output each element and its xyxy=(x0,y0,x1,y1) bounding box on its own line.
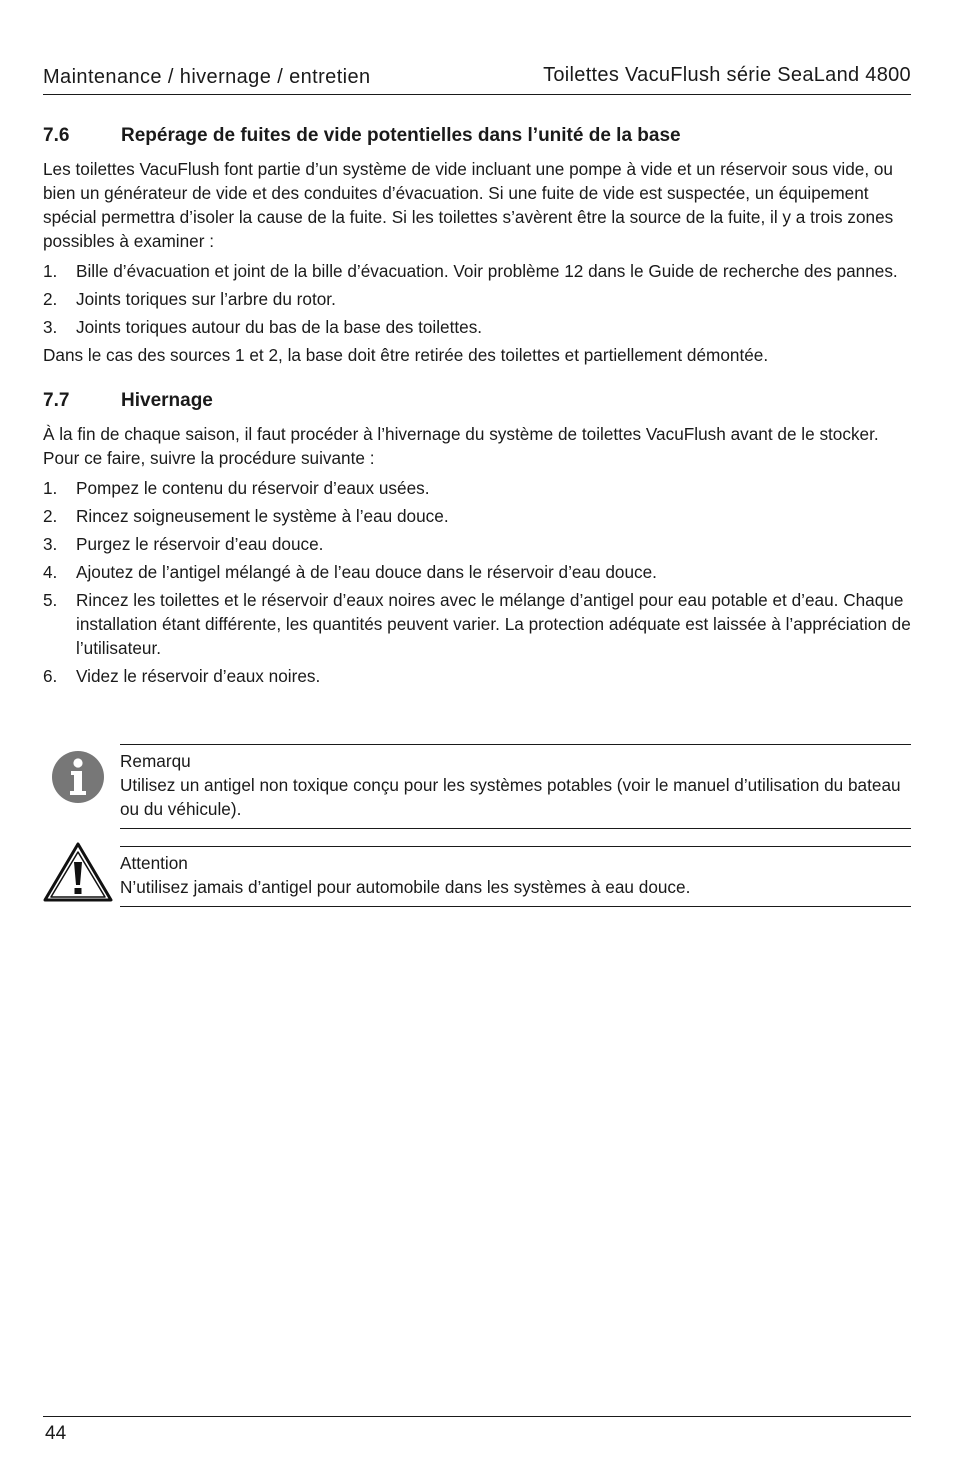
info-icon xyxy=(51,750,105,804)
attention-text: N’utilisez jamais d’antigel pour automobile dans les systèmes à eau douce. xyxy=(120,877,691,897)
section-outro: Dans le cas des sources 1 et 2, la base doit être retirée des toilettes et partiellement démontée. xyxy=(43,345,769,365)
page-number: 44 xyxy=(45,1423,67,1444)
list-item: 6. Videz le réservoir d’eaux noires. xyxy=(43,666,321,686)
winterizing-steps-list xyxy=(43,476,911,688)
list-item: 2. Rincez soigneusement le système à l’eau douce. xyxy=(43,506,449,526)
attention-title: Attention xyxy=(120,853,188,873)
list-item: 4. Ajoutez de l’antigel mélangé à de l’eau douce dans le réservoir d’eau douce. xyxy=(43,562,657,582)
note-title: Remarqu xyxy=(120,751,191,771)
list-item: 5. Rincez les toilettes et le réservoir d’eaux noires avec le mélange d’antigel pour eau potable et d’eau. Chaque installation étant différente, les quantités peuvent varier. La protection adéquate est laissée à l’appréciation de l’utilisateur. xyxy=(43,590,911,658)
attention-content xyxy=(120,846,911,907)
warning-icon xyxy=(43,842,113,904)
list-item: 3. Joints toriques autour du bas de la base des toilettes. xyxy=(43,317,483,337)
section-intro: À la fin de chaque saison, il faut procéder à l’hivernage du système de toilettes VacuFlush avant de le stocker. Pour ce faire, suivre la procédure suivante : xyxy=(43,424,879,468)
page-header xyxy=(43,62,911,95)
list-item: 2. Joints toriques sur l’arbre du rotor. xyxy=(43,289,336,309)
list-item: 1. Pompez le contenu du réservoir d’eaux usées. xyxy=(43,478,430,498)
section-title: Repérage de fuites de vide potentielles dans l’unité de la base xyxy=(121,125,681,146)
section-intro: Les toilettes VacuFlush font partie d’un système de vide incluant une pompe à vide et un réservoir sous vide, ou bien un générateur de vide et des conduites d’évacuation. Si une fuite de vide est suspectée, un équipement spécial permettra d’isoler la cause de la fuite. Si les toilettes s’avèrent être la source de la fuite, il y a trois zones possibles à examiner : xyxy=(43,159,894,251)
page-content xyxy=(43,124,911,692)
section-heading-7-7 xyxy=(43,389,911,413)
section-number: 7.7 xyxy=(43,390,70,411)
attention-box xyxy=(43,846,911,906)
leak-sources-list xyxy=(43,259,911,339)
note-content xyxy=(120,744,911,829)
list-item: 1. Bille d’évacuation et joint de la bille d’évacuation. Voir problème 12 dans le Guide de recherche des pannes. xyxy=(43,261,898,281)
list-item: 3. Purgez le réservoir d’eau douce. xyxy=(43,534,324,554)
section-number: 7.6 xyxy=(43,125,70,146)
header-chapter: Maintenance / hivernage / entretien xyxy=(43,66,371,88)
note-box xyxy=(43,744,911,826)
header-product: Toilettes VacuFlush série SeaLand 4800 xyxy=(543,64,911,86)
section-title: Hivernage xyxy=(121,390,213,411)
note-text: Utilisez un antigel non toxique conçu pour les systèmes potables (voir le manuel d’utilisation du bateau ou du véhicule). xyxy=(120,775,901,819)
page-footer xyxy=(43,1416,911,1444)
section-heading-7-6 xyxy=(43,124,911,148)
